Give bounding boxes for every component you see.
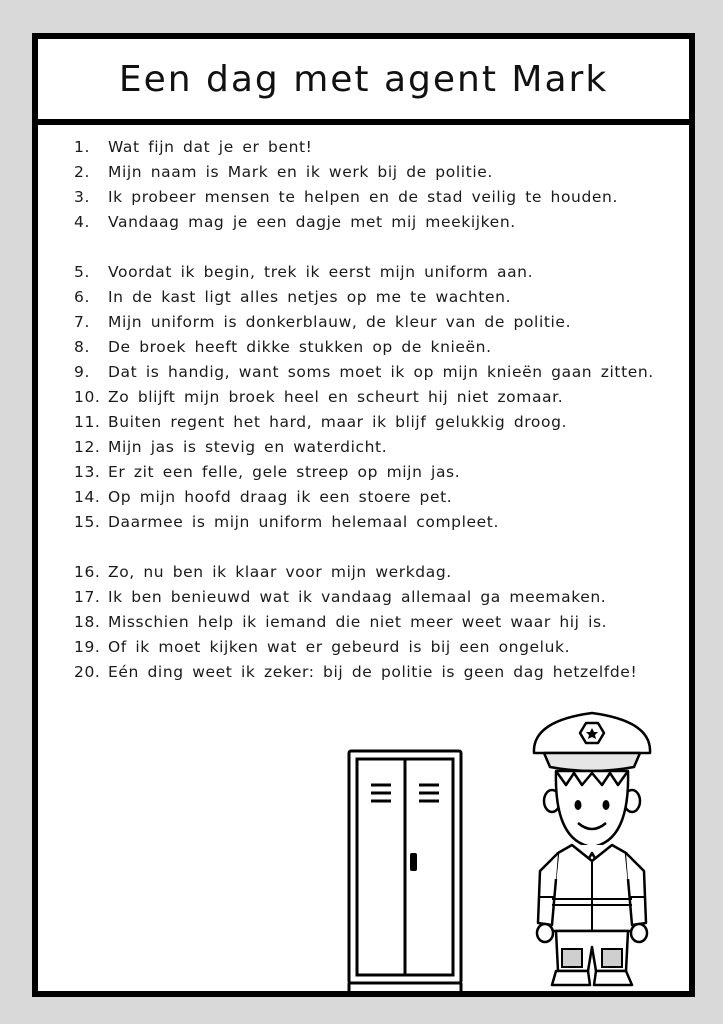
item-text: Mijn uniform is donkerblauw, de kleur van de politie. xyxy=(108,313,572,331)
item-text: Wat fijn dat je er bent! xyxy=(108,138,313,156)
item-text: Voordat ik begin, trek ik eerst mijn uniform aan. xyxy=(108,263,534,281)
item-number: 12. xyxy=(74,438,101,456)
item-number: 4. xyxy=(74,213,90,231)
item-text: Zo blijft mijn broek heel en scheurt hij niet zomaar. xyxy=(108,388,564,406)
page-title: Een dag met agent Mark xyxy=(118,58,609,100)
item-text: Buiten regent het hard, maar ik blijf gelukkig droog. xyxy=(108,413,568,431)
list-item xyxy=(74,560,654,585)
item-text: Of ik moet kijken wat er gebeurd is bij een ongeluk. xyxy=(108,638,571,656)
item-number: 14. xyxy=(74,488,101,506)
sentence-list xyxy=(74,135,654,685)
item-number: 20. xyxy=(74,663,101,681)
item-number: 13. xyxy=(74,463,101,481)
list-item xyxy=(74,460,654,485)
list-item xyxy=(74,185,654,210)
item-text: Mijn naam is Mark en ik werk bij de politie. xyxy=(108,163,493,181)
item-text: Ik ben benieuwd wat ik vandaag allemaal ga meemaken. xyxy=(108,588,607,606)
police-officer-illustration xyxy=(522,701,662,991)
item-number: 3. xyxy=(74,188,90,206)
item-number: 9. xyxy=(74,363,90,381)
list-item xyxy=(74,360,654,385)
list-item xyxy=(74,660,654,685)
item-text: Vandaag mag je een dagje met mij meekijken. xyxy=(108,213,516,231)
item-number: 15. xyxy=(74,513,101,531)
list-item xyxy=(74,285,654,310)
item-text: Misschien help ik iemand die niet meer weet waar hij is. xyxy=(108,613,608,631)
item-text: Daarmee is mijn uniform helemaal compleet. xyxy=(108,513,499,531)
item-text: Mijn jas is stevig en waterdicht. xyxy=(108,438,388,456)
item-text: Er zit een felle, gele streep op mijn jas. xyxy=(108,463,461,481)
item-text: Dat is handig, want soms moet ik op mijn knieën gaan zitten. xyxy=(108,363,654,381)
list-item xyxy=(74,385,654,410)
locker-illustration xyxy=(343,747,467,997)
list-item xyxy=(74,610,654,635)
list-item xyxy=(74,410,654,435)
list-item xyxy=(74,635,654,660)
item-number: 1. xyxy=(74,138,90,156)
title-box xyxy=(38,39,689,125)
item-number: 2. xyxy=(74,163,90,181)
list-item xyxy=(74,435,654,460)
list-item xyxy=(74,485,654,510)
item-text: Op mijn hoofd draag ik een stoere pet. xyxy=(108,488,453,506)
item-number: 7. xyxy=(74,313,90,331)
item-number: 11. xyxy=(74,413,101,431)
item-text: Eén ding weet ik zeker: bij de politie is geen dag hetzelfde! xyxy=(108,663,638,681)
item-number: 6. xyxy=(74,288,90,306)
item-text: In de kast ligt alles netjes op me te wachten. xyxy=(108,288,512,306)
list-item xyxy=(74,135,654,160)
list-item xyxy=(74,160,654,185)
item-text: De broek heeft dikke stukken op de knieën. xyxy=(108,338,492,356)
item-text: Zo, nu ben ik klaar voor mijn werkdag. xyxy=(108,563,452,581)
item-number: 18. xyxy=(74,613,101,631)
item-text: Ik probeer mensen te helpen en de stad veilig te houden. xyxy=(108,188,618,206)
list-item xyxy=(74,310,654,335)
item-number: 17. xyxy=(74,588,101,606)
item-number: 10. xyxy=(74,388,101,406)
list-item xyxy=(74,510,654,535)
item-number: 19. xyxy=(74,638,101,656)
item-number: 16. xyxy=(74,563,101,581)
list-item xyxy=(74,210,654,235)
list-item xyxy=(74,585,654,610)
item-number: 5. xyxy=(74,263,90,281)
list-item xyxy=(74,335,654,360)
worksheet-frame xyxy=(32,33,695,997)
item-number: 8. xyxy=(74,338,90,356)
list-item xyxy=(74,260,654,285)
